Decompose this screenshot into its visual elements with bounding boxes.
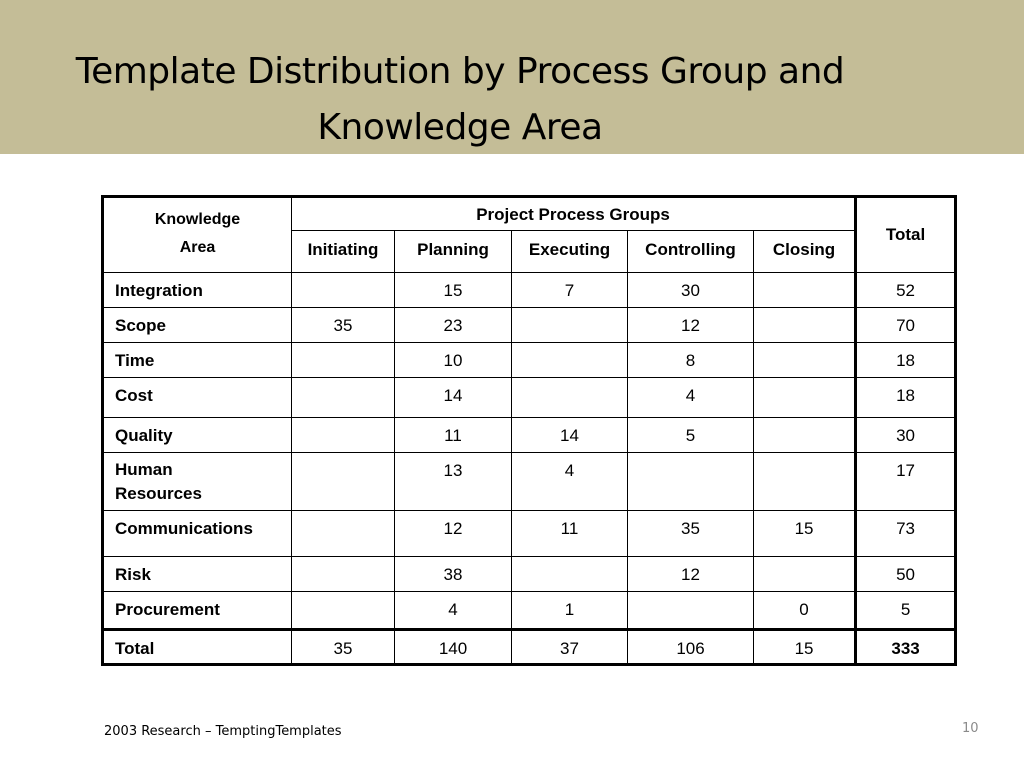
cell-controlling: 8 [628,343,754,378]
cell-total: 18 [856,343,956,378]
cell-planning: 38 [395,557,512,592]
cell-executing [512,343,628,378]
cell-planning: 10 [395,343,512,378]
process-groups-header: Project Process Groups [292,197,856,231]
cell-closing [754,418,856,453]
total-executing: 37 [512,630,628,665]
total-row [103,630,956,665]
table-row [103,343,956,378]
cell-controlling [628,453,754,511]
col-header-planning: Planning [395,231,512,273]
col-header-executing: Executing [512,231,628,273]
total-row-label: Total [103,630,292,665]
cell-executing [512,378,628,418]
cell-controlling: 12 [628,557,754,592]
cell-closing [754,273,856,308]
cell-closing [754,453,856,511]
cell-initiating: 35 [292,308,395,343]
cell-planning: 23 [395,308,512,343]
row-area-line1: Human [115,460,173,479]
cell-initiating [292,557,395,592]
cell-total: 52 [856,273,956,308]
cell-executing: 4 [512,453,628,511]
cell-closing [754,308,856,343]
cell-total: 30 [856,418,956,453]
cell-planning: 11 [395,418,512,453]
table-row [103,511,956,557]
cell-executing [512,308,628,343]
cell-executing: 7 [512,273,628,308]
row-area: Cost [103,378,292,418]
total-planning: 140 [395,630,512,665]
row-area: Communications [103,511,292,557]
col-header-closing: Closing [754,231,856,273]
table-row [103,418,956,453]
table-row [103,557,956,592]
cell-controlling: 4 [628,378,754,418]
knowledge-area-header [103,197,292,273]
footer-source: 2003 Research – TemptingTemplates [104,724,342,739]
cell-controlling: 12 [628,308,754,343]
cell-controlling: 30 [628,273,754,308]
cell-executing: 14 [512,418,628,453]
cell-total: 70 [856,308,956,343]
page-number: 10 [962,721,979,736]
cell-total: 18 [856,378,956,418]
cell-initiating [292,273,395,308]
total-controlling: 106 [628,630,754,665]
table-row [103,592,956,630]
cell-planning: 4 [395,592,512,630]
cell-total: 50 [856,557,956,592]
cell-initiating [292,511,395,557]
knowledge-area-header-line1: Knowledge [154,211,241,228]
cell-executing: 1 [512,592,628,630]
cell-closing [754,343,856,378]
cell-planning: 14 [395,378,512,418]
col-header-controlling: Controlling [628,231,754,273]
row-area: Procurement [103,592,292,630]
cell-total: 5 [856,592,956,630]
cell-initiating [292,343,395,378]
table-row [103,453,956,511]
cell-closing [754,557,856,592]
cell-closing [754,378,856,418]
cell-initiating [292,453,395,511]
row-area: Quality [103,418,292,453]
table-row [103,273,956,308]
cell-controlling: 35 [628,511,754,557]
total-header: Total [856,197,956,273]
cell-initiating [292,378,395,418]
row-area [103,453,292,511]
knowledge-area-header-line2: Area [179,239,216,256]
table-row [103,308,956,343]
cell-initiating [292,592,395,630]
table-row [103,378,956,418]
cell-closing: 15 [754,511,856,557]
slide-title-line2: Knowledge Area [317,107,603,148]
row-area-line2: Resources [115,484,202,503]
total-closing: 15 [754,630,856,665]
cell-closing: 0 [754,592,856,630]
cell-controlling: 5 [628,418,754,453]
cell-controlling [628,592,754,630]
grand-total: 333 [856,630,956,665]
cell-planning: 13 [395,453,512,511]
cell-planning: 15 [395,273,512,308]
row-area: Risk [103,557,292,592]
cell-total: 17 [856,453,956,511]
cell-executing [512,557,628,592]
distribution-table [101,195,957,666]
row-area: Time [103,343,292,378]
row-area: Integration [103,273,292,308]
total-initiating: 35 [292,630,395,665]
cell-executing: 11 [512,511,628,557]
row-area: Scope [103,308,292,343]
slide-title [0,44,920,156]
cell-total: 73 [856,511,956,557]
cell-initiating [292,418,395,453]
slide-title-line1: Template Distribution by Process Group and [75,51,845,92]
cell-planning: 12 [395,511,512,557]
col-header-initiating: Initiating [292,231,395,273]
